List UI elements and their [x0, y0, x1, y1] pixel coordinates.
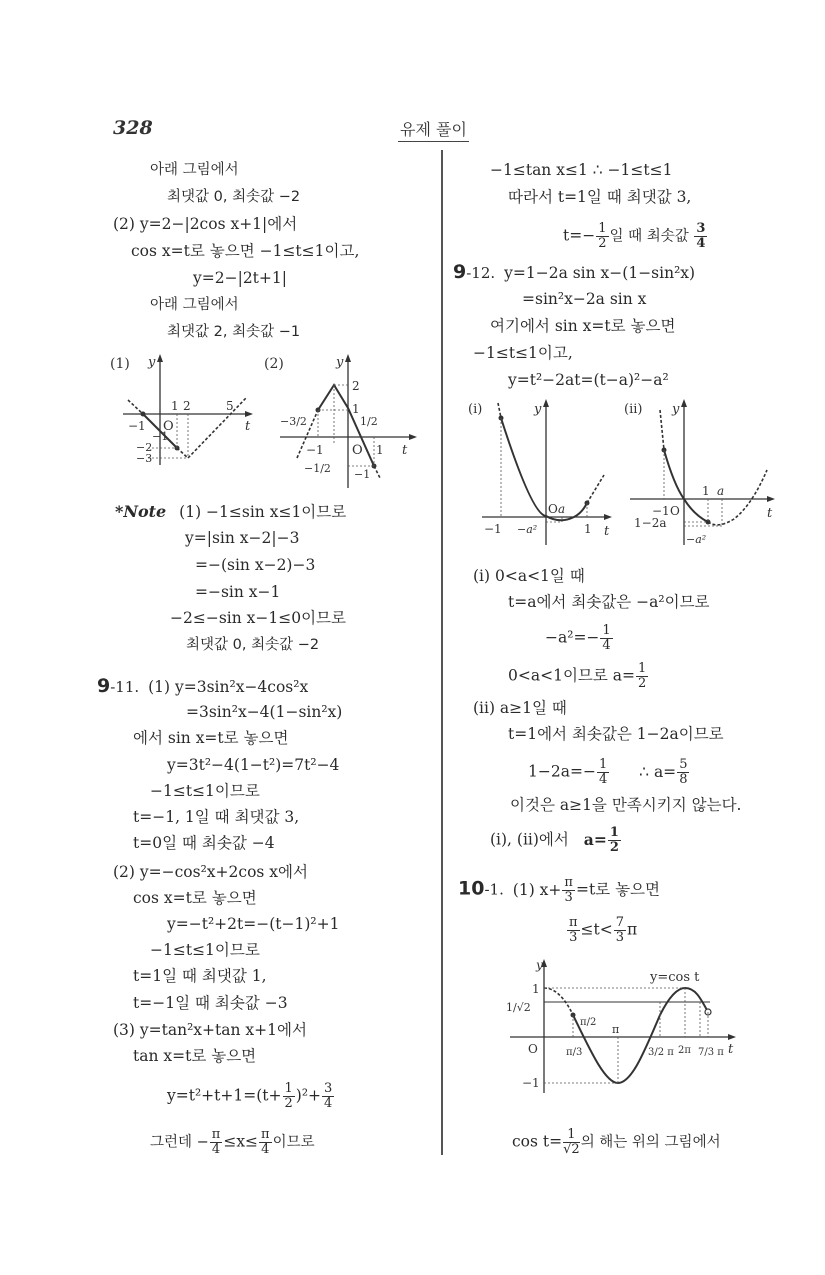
text-line: =sin²x−2a sin x: [522, 290, 647, 308]
svg-text:π: π: [612, 1023, 620, 1036]
graph-cosine: [500, 955, 750, 1095]
text-line: (i) 0<a<1일 때: [473, 567, 585, 585]
equation-line: 1−2a=− $\frac{1}{4}$ ∴ a= $\frac{5}{8}$: [528, 757, 688, 787]
svg-text:a: a: [558, 502, 566, 516]
section-title: 유제 풀이: [398, 117, 469, 142]
answer-line: (i), (ii)에서 a= $\frac{1}{2}$: [490, 825, 619, 855]
text-line: t=a에서 최솟값은 −a²이므로: [508, 593, 710, 611]
equation-line: t=− $\frac{1}{2}$ 일 때 최솟값 $\frac{3}{4}$: [563, 221, 706, 251]
svg-text:t: t: [245, 419, 251, 434]
svg-text:1: 1: [376, 443, 384, 457]
text-line: cos x=t로 놓으면: [133, 889, 257, 907]
svg-text:t: t: [402, 443, 408, 458]
svg-text:y: y: [148, 355, 156, 370]
text-line: 따라서 t=1일 때 최댓값 3,: [508, 188, 692, 206]
svg-text:O: O: [528, 1042, 538, 1056]
svg-text:y: y: [672, 402, 680, 417]
equation-line: 그런데 − $\frac{\pi}{4}$ ≤x≤ $\frac{\pi}{4}$ 이므로: [150, 1127, 315, 1157]
svg-text:−a²: −a²: [517, 523, 538, 536]
text-line: 최댓값 0, 최솟값 −2: [167, 189, 301, 205]
note-block: [115, 502, 346, 522]
text-line: (2) y=2−|2cos x+1|에서: [113, 215, 298, 233]
svg-text:1: 1: [171, 399, 179, 413]
text-line: t=−1, 1일 때 최댓값 3,: [133, 808, 300, 826]
svg-text:O: O: [352, 443, 363, 458]
text-line: −1≤tan x≤1 ∴ −1≤t≤1: [490, 161, 673, 179]
svg-text:−3/2: −3/2: [280, 415, 307, 428]
figure-label: (1): [110, 356, 130, 372]
text-line: y=3t²−4(1−t²)=7t²−4: [167, 756, 340, 774]
svg-text:O: O: [163, 419, 174, 434]
text-line: 에서 sin x=t로 놓으면: [133, 729, 289, 747]
equation-line: y=t²+t+1=(t+ $\frac{1}{2}$ )²+ $\frac{3}{4}$: [167, 1081, 333, 1111]
svg-text:−1: −1: [306, 443, 324, 457]
svg-text:7/3 π: 7/3 π: [698, 1047, 724, 1058]
svg-text:1: 1: [352, 402, 360, 416]
svg-text:O: O: [670, 504, 680, 518]
column-divider: [441, 150, 443, 1155]
svg-text:1/2: 1/2: [360, 415, 378, 428]
text-line: 여기에서 sin x=t로 놓으면: [490, 317, 676, 335]
svg-text:1: 1: [702, 484, 710, 498]
svg-text:(ii): (ii): [624, 402, 643, 417]
text-line: t=0일 때 최솟값 −4: [133, 834, 275, 852]
svg-text:(2): (2): [264, 356, 284, 372]
svg-text:−2: −2: [136, 441, 153, 454]
svg-text:3/2 π: 3/2 π: [648, 1047, 674, 1058]
text-line: =−(sin x−2)−3: [195, 556, 316, 574]
text-line: y=−t²+2t=−(t−1)²+1: [167, 915, 340, 933]
svg-text:−1: −1: [354, 468, 371, 481]
text-line: −1≤t≤1이므로: [150, 782, 260, 800]
svg-text:−1: −1: [652, 504, 670, 518]
text-line: 아래 그림에서: [150, 297, 239, 313]
svg-text:−1: −1: [128, 419, 146, 433]
text-line: y=t²−2at=(t−a)²−a²: [508, 371, 669, 389]
text-line: y=2−|2t+1|: [193, 269, 287, 287]
text-line: y=|sin x−2|−3: [185, 529, 300, 547]
text-line: =−sin x−1: [195, 583, 281, 601]
svg-text:(i): (i): [468, 402, 483, 417]
text-line: (3) y=tan²x+tan x+1에서: [113, 1021, 307, 1039]
text-line: −2≤−sin x−1≤0이므로: [170, 609, 347, 627]
problem-9-12-header: 9-12. y=1−2a sin x−(1−sin²x): [453, 261, 696, 283]
svg-text:1: 1: [532, 982, 540, 996]
svg-text:t: t: [604, 524, 610, 539]
text-line: 이것은 a≥1을 만족시키지 않는다.: [510, 796, 742, 814]
conclusion-line: cos t= $\frac{1}{√2}$ 의 해는 위의 그림에서: [512, 1127, 721, 1157]
graph-figure-i: [462, 395, 617, 550]
svg-text:t: t: [767, 506, 773, 521]
svg-text:π/2: π/2: [580, 1017, 597, 1028]
text-line: (1) −1≤sin x≤1이므로: [179, 503, 347, 521]
graph-figure-1: [108, 350, 258, 470]
text-line: −1≤t≤1이므로: [150, 941, 260, 959]
svg-text:y: y: [336, 355, 344, 370]
svg-text:−1: −1: [522, 1076, 540, 1090]
svg-text:2: 2: [183, 399, 191, 413]
page-number: 328: [113, 117, 153, 139]
equation-line: −a²=− $\frac{1}{4}$: [545, 623, 611, 653]
svg-text:−1: −1: [152, 430, 169, 443]
svg-text:5: 5: [226, 399, 234, 413]
svg-text:−a²: −a²: [686, 533, 707, 546]
svg-text:2π: 2π: [678, 1045, 691, 1056]
svg-text:1−2a: 1−2a: [634, 516, 667, 530]
note-label: *Note: [115, 502, 167, 521]
svg-text:π/3: π/3: [566, 1047, 583, 1058]
svg-text:y: y: [534, 402, 542, 417]
svg-text:−1/2: −1/2: [304, 462, 331, 475]
text-line: −1≤t≤1이고,: [473, 344, 573, 362]
svg-text:y: y: [536, 958, 543, 972]
problem-9-11-header: 9-11. (1) y=3sin²x−4cos²x: [97, 675, 309, 697]
equation-line: 0<a<1이므로 a= $\frac{1}{2}$: [508, 661, 647, 691]
text-line: =3sin²x−4(1−sin²x): [186, 703, 343, 721]
text-line: (2) y=−cos²x+2cos x에서: [113, 863, 308, 881]
svg-text:O: O: [548, 502, 558, 516]
problem-10-1-header: 10-1. (1) x+ $\frac{\pi}{3}$ =t로 놓으면: [458, 875, 660, 905]
svg-text:1/√2: 1/√2: [506, 1001, 531, 1014]
svg-text:1: 1: [584, 522, 592, 536]
svg-text:t: t: [728, 1042, 734, 1057]
text-line: t=1에서 최솟값은 1−2a이므로: [508, 725, 724, 743]
text-line: cos x=t로 놓으면 −1≤t≤1이고,: [131, 242, 360, 260]
text-line: (ii) a≥1일 때: [473, 699, 567, 717]
svg-text:2: 2: [352, 379, 360, 393]
text-line: t=−1일 때 최솟값 −3: [133, 994, 288, 1012]
svg-text:y=cos t: y=cos t: [650, 970, 700, 985]
graph-figure-ii: [622, 395, 782, 550]
svg-text:−3: −3: [136, 452, 153, 465]
text-line: t=1일 때 최댓값 1,: [133, 967, 267, 985]
text-line: 최댓값 2, 최솟값 −1: [167, 324, 301, 340]
svg-text:a: a: [717, 484, 725, 498]
equation-line: $\frac{\pi}{3}$ ≤t< $\frac{7}{3}$ π: [569, 915, 638, 945]
svg-text:−1: −1: [484, 522, 502, 536]
graph-figure-2: [262, 350, 422, 490]
text-line: 최댓값 0, 최솟값 −2: [186, 637, 320, 653]
text-line: 아래 그림에서: [150, 162, 239, 178]
text-line: tan x=t로 놓으면: [133, 1047, 257, 1065]
